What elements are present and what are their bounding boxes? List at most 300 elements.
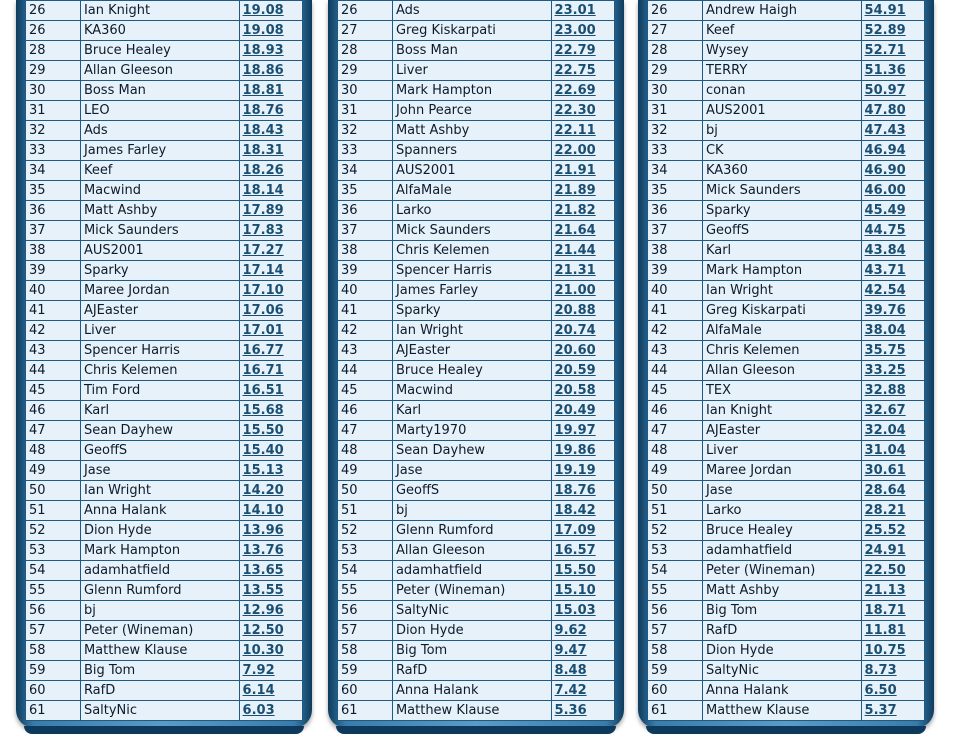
score-link[interactable]: 15.40 — [242, 443, 284, 458]
player-name-cell: Sean Dayhew — [392, 441, 551, 461]
score-link[interactable]: 33.25 — [864, 363, 906, 378]
player-name-cell: Chris Kelemen — [392, 241, 551, 261]
score-link[interactable]: 50.97 — [864, 83, 906, 98]
player-name-cell: Mick Saunders — [80, 221, 239, 241]
score-link[interactable]: 32.88 — [864, 383, 906, 398]
score-link[interactable]: 6.50 — [864, 683, 897, 698]
score-cell — [861, 141, 924, 161]
player-name-cell: SaltyNic — [702, 661, 861, 681]
score-link[interactable]: 18.14 — [242, 183, 284, 198]
score-link[interactable]: 20.60 — [554, 343, 596, 358]
player-name-cell: Wysey — [702, 41, 861, 61]
player-name-cell: CK — [702, 141, 861, 161]
score-link[interactable]: 10.75 — [864, 643, 906, 658]
player-name-cell: Anna Halank — [392, 681, 551, 701]
score-link[interactable]: 10.30 — [242, 643, 284, 658]
score-link[interactable]: 16.57 — [554, 543, 596, 558]
score-cell — [239, 121, 302, 141]
player-name-cell: AUS2001 — [80, 241, 239, 261]
player-name-cell: Ian Wright — [80, 481, 239, 501]
score-link[interactable]: 30.61 — [864, 463, 906, 478]
score-link[interactable]: 14.20 — [242, 483, 284, 498]
score-cell — [239, 101, 302, 121]
score-link[interactable]: 21.44 — [554, 243, 596, 258]
score-link[interactable]: 52.89 — [864, 23, 906, 38]
rank-cell: 48 — [338, 441, 393, 461]
player-name-cell: Tim Ford — [80, 381, 239, 401]
table-row — [648, 381, 925, 401]
score-link[interactable]: 28.64 — [864, 483, 906, 498]
score-link[interactable]: 42.54 — [864, 283, 906, 298]
player-name-cell: Larko — [392, 201, 551, 221]
player-name-cell: Karl — [702, 241, 861, 261]
player-name-cell: Karl — [80, 401, 239, 421]
score-cell — [861, 481, 924, 501]
table-row — [648, 361, 925, 381]
table-row — [648, 181, 925, 201]
rank-cell: 37 — [648, 221, 703, 241]
rank-cell: 52 — [648, 521, 703, 541]
player-name-cell: SaltyNic — [392, 601, 551, 621]
score-link[interactable]: 20.59 — [554, 363, 596, 378]
player-name-cell: Keef — [80, 161, 239, 181]
score-link[interactable]: 17.14 — [242, 263, 284, 278]
score-link[interactable]: 8.73 — [864, 663, 897, 678]
player-name-cell: bj — [702, 121, 861, 141]
rank-cell: 55 — [648, 581, 703, 601]
score-link[interactable]: 51.36 — [864, 63, 906, 78]
score-cell — [861, 161, 924, 181]
table-row — [338, 161, 615, 181]
table-row — [26, 421, 303, 441]
rank-cell: 58 — [648, 641, 703, 661]
score-cell — [551, 461, 614, 481]
score-cell — [861, 281, 924, 301]
table-row — [338, 521, 615, 541]
player-name-cell: Jase — [702, 481, 861, 501]
player-name-cell: Liver — [702, 441, 861, 461]
table-row — [338, 181, 615, 201]
table-row — [26, 221, 303, 241]
score-cell — [551, 701, 614, 721]
score-link[interactable]: 22.75 — [554, 63, 596, 78]
table-row — [648, 141, 925, 161]
score-cell — [551, 1, 614, 21]
table-row — [338, 561, 615, 581]
score-link[interactable]: 45.49 — [864, 203, 906, 218]
rank-cell: 55 — [26, 581, 81, 601]
score-cell — [239, 461, 302, 481]
table-row — [26, 561, 303, 581]
rank-cell: 51 — [648, 501, 703, 521]
score-link[interactable]: 32.04 — [864, 423, 906, 438]
table-row — [338, 621, 615, 641]
score-cell — [861, 701, 924, 721]
rank-cell: 45 — [338, 381, 393, 401]
score-link[interactable]: 16.51 — [242, 383, 284, 398]
rank-cell: 42 — [338, 321, 393, 341]
score-link[interactable]: 18.93 — [242, 43, 284, 58]
score-link[interactable]: 31.04 — [864, 443, 906, 458]
score-link[interactable]: 18.31 — [242, 143, 284, 158]
table-row — [648, 301, 925, 321]
rank-cell: 61 — [26, 701, 81, 721]
score-link[interactable]: 9.62 — [554, 623, 587, 638]
score-link[interactable]: 5.36 — [554, 703, 587, 718]
score-link[interactable]: 16.71 — [242, 363, 284, 378]
player-name-cell: Larko — [702, 501, 861, 521]
rank-cell: 45 — [26, 381, 81, 401]
score-link[interactable]: 32.67 — [864, 403, 906, 418]
score-link[interactable]: 22.00 — [554, 143, 596, 158]
score-link[interactable]: 18.43 — [242, 123, 284, 138]
score-link[interactable]: 15.68 — [242, 403, 284, 418]
score-link[interactable]: 18.26 — [242, 163, 284, 178]
player-name-cell: Matt Ashby — [702, 581, 861, 601]
rank-cell: 30 — [338, 81, 393, 101]
score-cell — [551, 41, 614, 61]
table-row — [26, 61, 303, 81]
table-row — [338, 61, 615, 81]
score-link[interactable]: 54.91 — [864, 3, 906, 18]
table-row — [26, 241, 303, 261]
score-link[interactable]: 35.75 — [864, 343, 906, 358]
score-link[interactable]: 18.76 — [242, 103, 284, 118]
score-link[interactable]: 9.47 — [554, 643, 587, 658]
table-row — [338, 501, 615, 521]
score-cell — [551, 341, 614, 361]
rank-cell: 27 — [648, 21, 703, 41]
rank-cell: 54 — [26, 561, 81, 581]
score-link[interactable]: 19.19 — [554, 463, 596, 478]
score-link[interactable]: 47.80 — [864, 103, 906, 118]
score-cell — [861, 321, 924, 341]
score-link[interactable]: 17.09 — [554, 523, 596, 538]
rank-cell: 59 — [338, 661, 393, 681]
score-link[interactable]: 22.79 — [554, 43, 596, 58]
score-link[interactable]: 25.52 — [864, 523, 906, 538]
table-row — [26, 661, 303, 681]
score-link[interactable]: 13.55 — [242, 583, 284, 598]
player-name-cell: Ian Wright — [702, 281, 861, 301]
score-link[interactable]: 38.04 — [864, 323, 906, 338]
score-cell — [861, 561, 924, 581]
table-row — [338, 601, 615, 621]
score-link[interactable]: 15.50 — [554, 563, 596, 578]
score-cell — [239, 341, 302, 361]
score-link[interactable]: 18.42 — [554, 503, 596, 518]
table-row — [26, 361, 303, 381]
score-link[interactable]: 22.69 — [554, 83, 596, 98]
score-cell — [861, 21, 924, 41]
player-name-cell: Keef — [702, 21, 861, 41]
score-link[interactable]: 17.01 — [242, 323, 284, 338]
score-cell — [861, 381, 924, 401]
player-name-cell: Allan Gleeson — [392, 541, 551, 561]
rank-cell: 32 — [648, 121, 703, 141]
score-link[interactable]: 7.42 — [554, 683, 587, 698]
score-link[interactable]: 16.77 — [242, 343, 284, 358]
player-name-cell: Anna Halank — [80, 501, 239, 521]
table-row — [648, 681, 925, 701]
table-row — [26, 541, 303, 561]
score-cell — [239, 401, 302, 421]
score-cell — [551, 501, 614, 521]
table-row — [648, 81, 925, 101]
player-name-cell: conan — [702, 81, 861, 101]
score-cell — [861, 301, 924, 321]
rank-cell: 48 — [26, 441, 81, 461]
player-name-cell: adamhatfield — [392, 561, 551, 581]
score-link[interactable]: 15.13 — [242, 463, 284, 478]
player-name-cell: Peter (Wineman) — [702, 561, 861, 581]
score-cell — [861, 201, 924, 221]
score-link[interactable]: 19.86 — [554, 443, 596, 458]
player-name-cell: Greg Kiskarpati — [702, 301, 861, 321]
score-link[interactable]: 44.75 — [864, 223, 906, 238]
player-name-cell: Peter (Wineman) — [392, 581, 551, 601]
score-link[interactable]: 6.14 — [242, 683, 275, 698]
score-link[interactable]: 47.43 — [864, 123, 906, 138]
rank-cell: 44 — [338, 361, 393, 381]
score-link[interactable]: 17.83 — [242, 223, 284, 238]
score-link[interactable]: 20.88 — [554, 303, 596, 318]
score-cell — [239, 521, 302, 541]
table-row — [338, 121, 615, 141]
score-cell — [551, 101, 614, 121]
score-link[interactable]: 13.65 — [242, 563, 284, 578]
rank-cell: 61 — [648, 701, 703, 721]
player-name-cell: Dion Hyde — [392, 621, 551, 641]
score-cell — [239, 141, 302, 161]
score-link[interactable]: 28.21 — [864, 503, 906, 518]
player-name-cell: Macwind — [80, 181, 239, 201]
table-row — [338, 281, 615, 301]
player-name-cell: Sparky — [702, 201, 861, 221]
score-cell — [239, 41, 302, 61]
rank-cell: 60 — [648, 681, 703, 701]
score-link[interactable]: 18.76 — [554, 483, 596, 498]
score-link[interactable]: 46.00 — [864, 183, 906, 198]
rank-cell: 33 — [26, 141, 81, 161]
table-row — [648, 481, 925, 501]
rank-cell: 40 — [338, 281, 393, 301]
score-cell — [239, 381, 302, 401]
table-row — [648, 61, 925, 81]
player-name-cell: Marty1970 — [392, 421, 551, 441]
score-link[interactable]: 20.49 — [554, 403, 596, 418]
score-link[interactable]: 14.10 — [242, 503, 284, 518]
rank-cell: 45 — [648, 381, 703, 401]
rank-cell: 26 — [26, 21, 81, 41]
rank-cell: 55 — [338, 581, 393, 601]
rank-cell: 26 — [26, 1, 81, 21]
score-link[interactable]: 15.10 — [554, 583, 596, 598]
rank-cell: 57 — [648, 621, 703, 641]
score-link[interactable]: 43.71 — [864, 263, 906, 278]
score-link[interactable]: 18.71 — [864, 603, 906, 618]
score-cell — [551, 121, 614, 141]
rank-cell: 35 — [648, 181, 703, 201]
rank-cell: 32 — [338, 121, 393, 141]
score-link[interactable]: 46.90 — [864, 163, 906, 178]
score-link[interactable]: 17.89 — [242, 203, 284, 218]
score-cell — [861, 181, 924, 201]
table-row — [338, 101, 615, 121]
score-link[interactable]: 17.27 — [242, 243, 284, 258]
score-cell — [861, 261, 924, 281]
score-link[interactable]: 21.64 — [554, 223, 596, 238]
score-link[interactable]: 11.81 — [864, 623, 906, 638]
score-link[interactable]: 6.03 — [242, 703, 275, 718]
rank-cell: 30 — [26, 81, 81, 101]
rank-cell: 56 — [338, 601, 393, 621]
player-name-cell: adamhatfield — [702, 541, 861, 561]
player-name-cell: RafD — [80, 681, 239, 701]
score-cell — [861, 681, 924, 701]
score-link[interactable]: 46.94 — [864, 143, 906, 158]
score-link[interactable]: 19.08 — [242, 3, 284, 18]
table-row — [26, 341, 303, 361]
rank-cell: 31 — [648, 101, 703, 121]
player-name-cell: James Farley — [80, 141, 239, 161]
table-row — [648, 241, 925, 261]
score-cell — [239, 441, 302, 461]
score-cell — [861, 501, 924, 521]
table-row — [338, 461, 615, 481]
score-link[interactable]: 12.96 — [242, 603, 284, 618]
score-link[interactable]: 23.01 — [554, 3, 596, 18]
rank-cell: 41 — [648, 301, 703, 321]
score-link[interactable]: 17.06 — [242, 303, 284, 318]
score-link[interactable]: 12.50 — [242, 623, 284, 638]
rank-cell: 58 — [26, 641, 81, 661]
score-link[interactable]: 22.30 — [554, 103, 596, 118]
score-cell — [861, 521, 924, 541]
table-row — [26, 301, 303, 321]
score-link[interactable]: 15.50 — [242, 423, 284, 438]
table-row — [338, 481, 615, 501]
score-cell — [239, 501, 302, 521]
score-link[interactable]: 13.76 — [242, 543, 284, 558]
score-cell — [239, 21, 302, 41]
rank-cell: 52 — [338, 521, 393, 541]
player-name-cell: Jase — [80, 461, 239, 481]
rank-cell: 60 — [26, 681, 81, 701]
score-link[interactable]: 21.91 — [554, 163, 596, 178]
score-link[interactable]: 24.91 — [864, 543, 906, 558]
table-row — [648, 621, 925, 641]
player-name-cell: bj — [80, 601, 239, 621]
score-link[interactable]: 15.03 — [554, 603, 596, 618]
player-name-cell: AJEaster — [80, 301, 239, 321]
score-link[interactable]: 22.11 — [554, 123, 596, 138]
table-row — [338, 441, 615, 461]
table-row — [26, 81, 303, 101]
table-row — [26, 21, 303, 41]
score-link[interactable]: 7.92 — [242, 663, 275, 678]
score-link[interactable]: 18.86 — [242, 63, 284, 78]
score-link[interactable]: 21.89 — [554, 183, 596, 198]
rank-cell: 36 — [648, 201, 703, 221]
score-link[interactable]: 19.97 — [554, 423, 596, 438]
score-link[interactable]: 21.82 — [554, 203, 596, 218]
player-name-cell: Chris Kelemen — [702, 341, 861, 361]
player-name-cell: Glenn Rumford — [392, 521, 551, 541]
player-name-cell: Allan Gleeson — [80, 61, 239, 81]
player-name-cell: GeoffS — [392, 481, 551, 501]
player-name-cell: Big Tom — [702, 601, 861, 621]
score-cell — [239, 221, 302, 241]
player-name-cell: Ads — [392, 1, 551, 21]
table-row — [338, 41, 615, 61]
table-row — [338, 141, 615, 161]
table-row — [648, 1, 925, 21]
score-link[interactable]: 20.58 — [554, 383, 596, 398]
score-cell — [551, 161, 614, 181]
score-link[interactable]: 52.71 — [864, 43, 906, 58]
table-row — [26, 641, 303, 661]
player-name-cell: Liver — [80, 321, 239, 341]
rank-cell: 57 — [338, 621, 393, 641]
score-cell — [861, 421, 924, 441]
score-link[interactable]: 17.10 — [242, 283, 284, 298]
score-link[interactable]: 21.31 — [554, 263, 596, 278]
score-link[interactable]: 23.00 — [554, 23, 596, 38]
score-cell — [861, 241, 924, 261]
table-row — [26, 481, 303, 501]
score-link[interactable]: 21.13 — [864, 583, 906, 598]
player-name-cell: Spencer Harris — [392, 261, 551, 281]
table-row — [26, 121, 303, 141]
rank-cell: 43 — [26, 341, 81, 361]
player-name-cell: RafD — [702, 621, 861, 641]
table-row — [648, 561, 925, 581]
leaderboard-panel-3 — [638, 0, 934, 728]
score-link[interactable]: 43.84 — [864, 243, 906, 258]
rank-cell: 35 — [338, 181, 393, 201]
table-row — [338, 401, 615, 421]
rank-cell: 43 — [338, 341, 393, 361]
rank-cell: 28 — [648, 41, 703, 61]
score-link[interactable]: 21.00 — [554, 283, 596, 298]
table-row — [648, 21, 925, 41]
score-link[interactable]: 18.81 — [242, 83, 284, 98]
score-cell — [239, 201, 302, 221]
rank-cell: 48 — [648, 441, 703, 461]
score-cell — [861, 581, 924, 601]
score-link[interactable]: 20.74 — [554, 323, 596, 338]
score-link[interactable]: 8.48 — [554, 663, 587, 678]
player-name-cell: Matt Ashby — [392, 121, 551, 141]
score-link[interactable]: 5.37 — [864, 703, 897, 718]
table-row — [338, 341, 615, 361]
table-row — [648, 101, 925, 121]
player-name-cell: Mick Saunders — [702, 181, 861, 201]
player-name-cell: AUS2001 — [702, 101, 861, 121]
score-cell — [239, 61, 302, 81]
table-row — [338, 661, 615, 681]
score-link[interactable]: 13.96 — [242, 523, 284, 538]
table-row — [26, 321, 303, 341]
rank-cell: 59 — [26, 661, 81, 681]
table-row — [26, 161, 303, 181]
score-link[interactable]: 19.08 — [242, 23, 284, 38]
score-link[interactable]: 22.50 — [864, 563, 906, 578]
leaderboard-table-2 — [337, 0, 615, 721]
score-link[interactable]: 39.76 — [864, 303, 906, 318]
table-row — [26, 501, 303, 521]
